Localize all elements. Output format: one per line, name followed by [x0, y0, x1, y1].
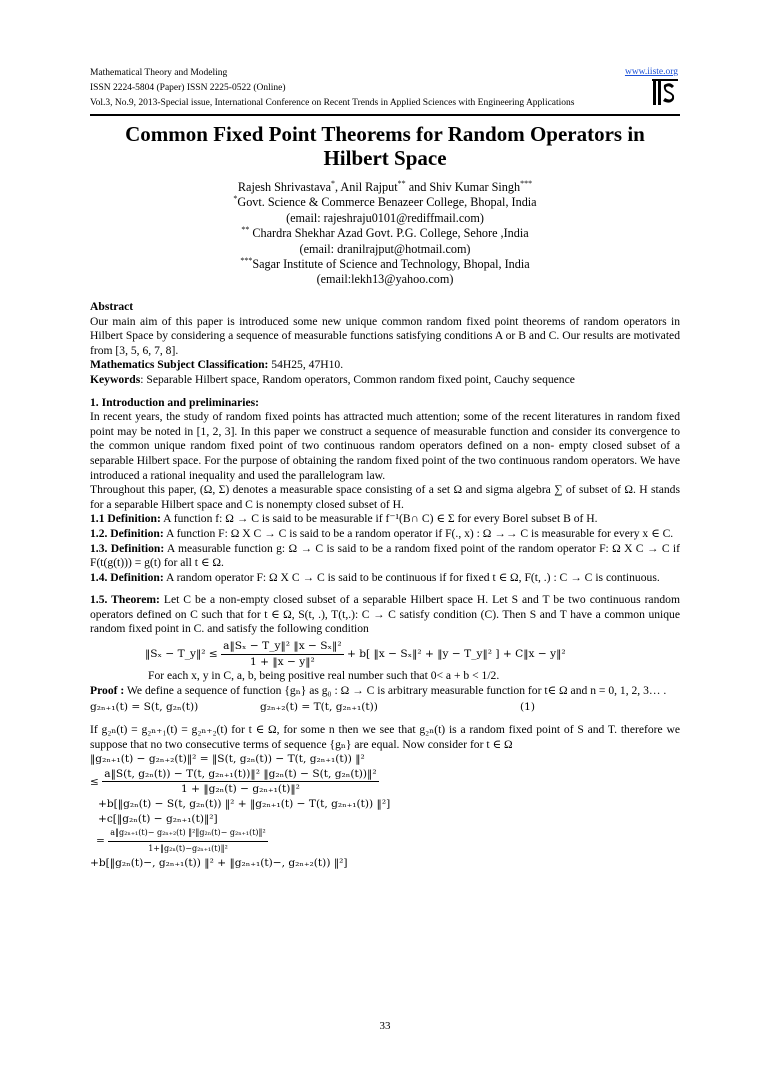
- affiliation-2: ** Chardra Shekhar Azad Govt. P.G. College, Sehore ,India: [241, 225, 529, 241]
- proof-paragraph: If g₂ₙ(t) = g₂ₙ₊₁(t) = g₂ₙ₊₂(t) for t ∈ Ω, for some n then we see that g₂ₙ(t) is a random fixed point of S and T. therefore we suppose that no two consecutive terms of sequence {gₙ} are equal. Now consider for t ∈ Ω: [90, 723, 680, 751]
- definition-1-1: 1.1 Definition: A function f: Ω → C is said to be measurable if f⁻¹(B∩ C) ∈ Σ for every Borel subset B of H.: [90, 512, 598, 526]
- notation-paragraph: Throughout this paper, (Ω, Σ) denotes a measurable space consisting of a set Ω and sigma algebra ∑ of subset of Ω. H stands for a separable Hilbert space and C is nonempty closed subset of H.: [90, 483, 680, 511]
- definition-1-4: 1.4. Definition: A random operator F: Ω X C → C is said to be continuous if for fixed t ∈ Ω, F(t, .) : C → C is continuous.: [90, 570, 660, 584]
- author-names: Rajesh Shrivastava*, Anil Rajput** and Shiv Kumar Singh***: [237, 178, 533, 194]
- email-2: (email: dranilrajput@hotmail.com): [299, 241, 471, 256]
- issn-line: ISSN 2224-5804 (Paper) ISSN 2225-0522 (Online): [90, 83, 286, 93]
- paper-title: Common Fixed Point Theorems for Random Operators in Hilbert Space: [125, 122, 645, 170]
- proof-start: Proof : We define a sequence of function {gₙ} as g₀ : Ω → C is arbitrary measurable function for t∈ Ω and n = 0, 1, 2, 3… .: [90, 683, 667, 697]
- equation-1: g₂ₙ₊₁(t) = S(t, g₂ₙ(t)) g₂ₙ₊₂(t) = T(t, g₂ₙ₊₁(t)) (1): [90, 701, 536, 714]
- page-number: 33: [379, 1020, 391, 1032]
- abstract-text: Our main aim of this paper is introduced some new unique common random fixed point theorems of random operators in Hilbert Space by considering a sequence of measurable functions satisfying conditions A or B and C. Our results are motivated from [3, 5, 6, 7, 8].: [90, 314, 680, 357]
- msc-line: Mathematics Subject Classification: 54H25, 47H10.: [90, 358, 344, 372]
- email-1: (email: rajeshraju0101@rediffmail.com): [286, 210, 484, 225]
- intro-paragraph: In recent years, the study of random fixed points has attracted much attention; some of the recent literatures in random fixed point may be noted in [1, 2, 3]. In this paper we construct a sequence of measurable function and consider its convergence to the common unique random fixed point of two continuous random operators defined on a non- empty closed subset of a separable Hilbert space. For the purpose of obtaining the random fixed point of the two continuous random operators. We have introduced a rational inequality and used the parallelogram law.: [90, 410, 680, 482]
- section-heading: 1. Introduction and preliminaries:: [90, 395, 259, 409]
- keywords-line: Keywords: Separable Hilbert space, Random operators, Common random fixed point, Cauchy sequence: [90, 372, 575, 386]
- journal-name: Mathematical Theory and Modeling: [90, 68, 228, 78]
- definition-1-2: 1.2. Definition: A function F: Ω X C → C is said to be a random operator if F(., x) : Ω →→ C is measurable for every x ∈ C.: [90, 526, 674, 540]
- proof-line-4: +c[‖g₂ₙ(t) − g₂ₙ₊₁(t)‖²]: [98, 812, 218, 825]
- journal-url-link[interactable]: www.iiste.org: [624, 67, 678, 77]
- proof-line-2: ≤ $\frac{\text{a‖S(t, g₂ₙ(t)) − T(t, g₂ₙ₊₁(t))‖² ‖g₂ₙ(t) − S(t, g₂ₙ(t))‖²}}{\text{1 + ‖g₂ₙ(t) − g₂ₙ₊₁(t)‖²}}$: [90, 767, 377, 796]
- affiliation-3: ***Sagar Institute of Science and Technology, Bhopal, India: [240, 255, 530, 272]
- affiliation-1: *Govt. Science & Commerce Benazeer College, Bhopal, India: [233, 194, 537, 210]
- iiste-logo-icon: [652, 79, 678, 107]
- proof-line-1: ‖g₂ₙ₊₁(t) − g₂ₙ₊₂(t)‖² = ‖S(t, g₂ₙ(t)) − T(t, g₂ₙ₊₁(t)) ‖²: [90, 753, 365, 766]
- definition-1-3: 1.3. Definition: A measurable function g: Ω → C is said to be a random fixed point of the random operator F: Ω X C → C if F(t(g(t))) = g(t) for all t ∈ Ω.: [90, 541, 680, 570]
- theorem-statement: 1.5. Theorem: Let C be a non-empty closed subset of a separable Hilbert space H. Let S and T be two continuous random operators defined on C such that for t ∈ Ω, S(t, .), T(t,.): C → C satisfy condition (C). Then S and T have a common unique random fixed point in C. and satisfy the following condition: [90, 593, 680, 636]
- abstract-heading: Abstract: [90, 300, 134, 313]
- theorem-condition: For each x, y in C, a, b, being positive real number such that 0< a + b < 1/2.: [148, 669, 500, 683]
- author-block: [90, 180, 680, 288]
- header-divider: [90, 114, 680, 116]
- proof-line-5: = $\frac{\text{a‖g₂ₙ₊₁(t)− g₂ₙ₊₂(t) ‖²‖g₂ₙ(t)− g₂ₙ₊₁(t)‖²}}{\text{1+‖g₂ₙ(t)−g₂ₙ₊₁(t)‖²}}$: [96, 828, 266, 853]
- proof-line-6: +b[‖g₂ₙ(t)−, g₂ₙ₊₁(t)) ‖² + ‖g₂ₙ₊₁(t)−, g₂ₙ₊₂(t)) ‖²]: [90, 857, 348, 870]
- theorem-inequality: ‖Sₓ − T_y‖² ≤ $\frac{\text{a‖Sₓ − T\_y‖² ‖x − Sₓ‖²}}{\text{1 + ‖x − y‖²}}$ + b[ ‖x − Sₓ‖² + ‖y − T_y‖² ] + C‖x − y‖²: [145, 640, 566, 668]
- volume-line: Vol.3, No.9, 2013-Special issue, International Conference on Recent Trends in Applied Sciences with Engineering Applications: [90, 98, 575, 108]
- proof-line-3: +b[‖g₂ₙ(t) − S(t, g₂ₙ(t)) ‖² + ‖g₂ₙ₊₁(t) − T(t, g₂ₙ₊₁(t)) ‖²]: [98, 798, 391, 810]
- email-3: (email:lekh13@yahoo.com): [316, 272, 454, 287]
- main-body: [90, 300, 680, 871]
